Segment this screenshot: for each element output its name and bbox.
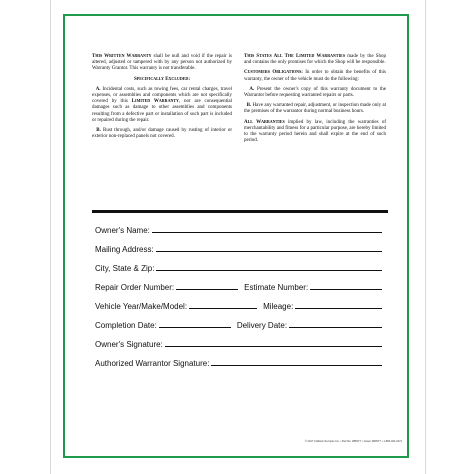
repair-estimate-row [95,278,382,292]
authorized-signature-row [95,354,382,368]
estimate-number-field[interactable] [310,289,382,290]
vehicle-ymm-field[interactable] [189,308,257,309]
right-terms-column [244,54,386,148]
mailing-address-row [95,240,382,254]
owners-signature-field[interactable] [165,346,382,347]
vehicle-ymm-label: Vehicle Year/Make/Model: [95,302,188,311]
section-divider [92,210,388,213]
mailing-address-field[interactable] [156,251,382,252]
void-clause: This Written Warranty shall be null and void if the repair is altered, adjusted or tampered with by any person not authorized by Warranty Grantor. This warranty is not transferable. [92,54,232,72]
owners-signature-row [95,335,382,349]
city-state-zip-row [95,259,382,273]
repair-order-field[interactable] [176,289,238,290]
owners-signature-label: Owner's Signature: [95,340,163,349]
delivery-date-label: Delivery Date: [236,321,288,330]
vehicle-mileage-row [95,297,382,311]
footer-fine-print: © 2017 Collision Services Inc. • Part No. WRNTY • Green WRNTY • 1-800-461-0171 [304,440,402,443]
completion-date-field[interactable] [159,327,231,328]
dates-row [95,316,382,330]
repair-order-label: Repair Order Number: [95,283,175,292]
limited-warranties-clause: This States All The Limited Warranties made by the Shop and contains the only promises for which the Shop will be responsible. [244,54,387,66]
customer-obligations: Customers Obligations: In order to obtain the benefits of this warranty, the owner of the vehicle must do the following: [244,70,386,82]
left-terms-column [92,54,232,144]
owners-name-field[interactable] [152,232,382,233]
delivery-date-field[interactable] [289,327,382,328]
city-state-zip-field[interactable] [156,270,382,271]
estimate-number-label: Estimate Number: [244,283,309,292]
city-state-zip-label: City, State & Zip: [95,264,155,273]
exclusion-b: B. Rust through, and/or damage caused by rusting of interior or exterior non-replaced panels not covered. [92,128,232,140]
authorized-signature-label: Authorized Warrantor Signature: [95,359,210,368]
owners-name-row [95,221,382,235]
completion-date-label: Completion Date: [95,321,157,330]
mileage-label: Mileage: [263,302,294,311]
exclusions-heading: Specifically Excluded: [133,76,190,82]
mileage-field[interactable] [295,308,382,309]
mailing-address-label: Mailing Address: [95,245,154,254]
owners-name-label: Owner's Name: [95,226,150,235]
obligation-a: A. Present the owner's copy of this warranty document to the Warrantor before requesting warranted repairs or parts. [244,86,387,99]
obligation-b: B. Have any warranted repair, adjustment, or inspection made only at the premises of the warrantor during normal business hours. [244,103,387,115]
all-warranties-clause: All Warranties implied by law, including the warranties of merchantability and fitness for a particular purpose, are hereby limited to the warranty period herein and shall expire at the end of such period. [244,119,387,144]
exclusion-a: A. Incidental costs, such as towing fees, car rental charges, travel expenses, or assemblies and components which are not specifically covered by this Limited Warranty, nor are consequential damages such as damage to other assemblies and components resulting from a defective part or installation of such part is included or repaired during the repair. [92,86,233,123]
authorized-signature-field[interactable] [211,365,382,366]
